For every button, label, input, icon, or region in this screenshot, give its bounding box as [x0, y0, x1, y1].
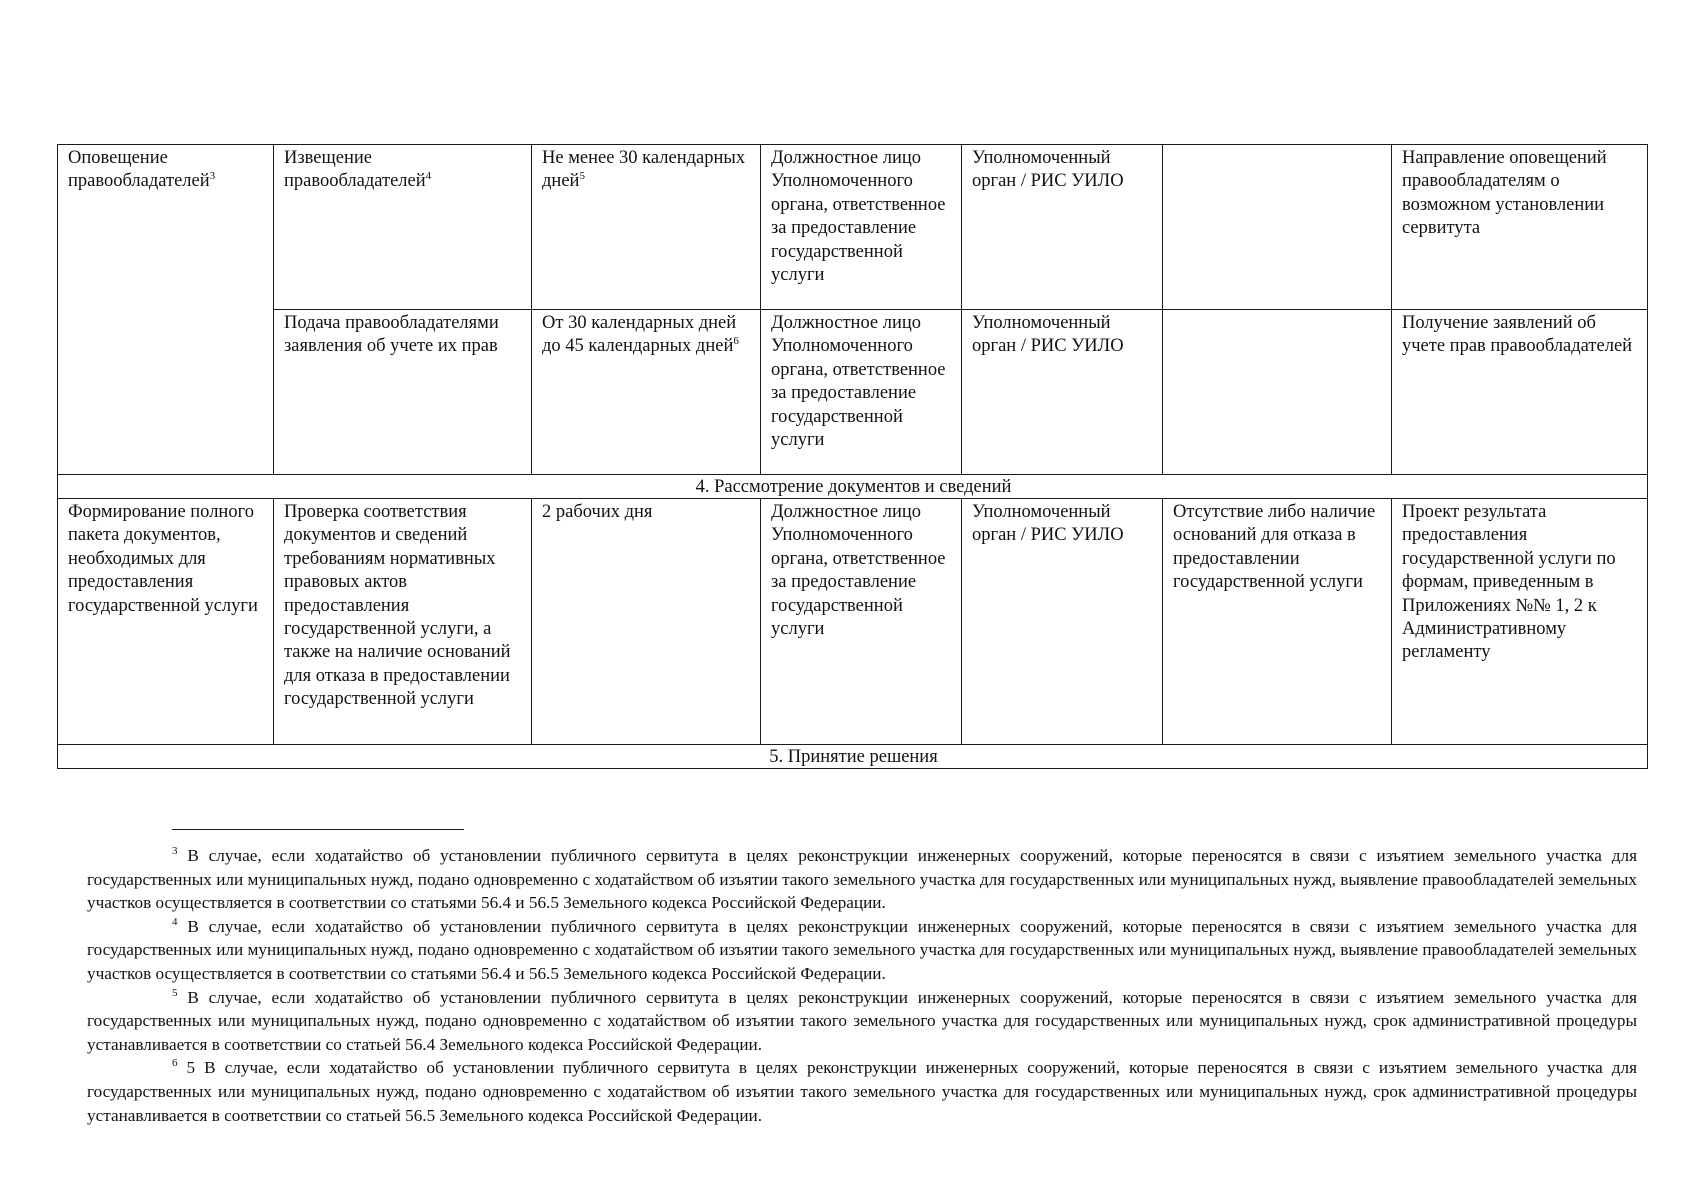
criteria-cell — [1163, 145, 1392, 310]
place-text: Уполномоченный орган / РИС УИЛО — [972, 313, 1124, 357]
result-cell — [1392, 145, 1648, 310]
footnote-text: В случае, если ходатайство об установлении публичного сервитута в целях реконструкции инженерных сооружений, которые переносятся в связи с изъятием земельного участка для государственных или муниципальных нужд, подано одновременно с ходатайством об изъятии такого земельного участка для государственных или муниципальных нужд, выявление правообладателей земельных участков осуществляется в соответствии со статьями 56.4 и 56.5 Земельного кодекса Российской Федерации. — [87, 916, 1637, 983]
action-text: Подача правообладателями заявления об учете их прав — [284, 313, 499, 357]
result-text: Проект результата предоставления государственной услуги по формам, приведенным в Приложениях №№ 1, 2 к Административному регламенту — [1402, 502, 1616, 663]
term-text: Не менее 30 календарных дней — [542, 148, 746, 192]
section-row — [58, 745, 1648, 769]
stage-cell — [58, 499, 274, 745]
table-row — [58, 499, 1648, 745]
place-cell — [962, 499, 1163, 745]
footnote-ref: 6 — [733, 335, 739, 348]
term-cell — [532, 499, 761, 745]
footnote-text: В случае, если ходатайство об установлении публичного сервитута в целях реконструкции инженерных сооружений, которые переносятся в связи с изъятием земельного участка для государственных или муниципальных нужд, подано одновременно с ходатайством об изъятии такого земельного участка для государственных или муниципальных нужд, выявление правообладателей земельных участков осуществляется в соответствии со статьями 56.4 и 56.5 Земельного кодекса Российской Федерации. — [87, 846, 1637, 913]
official-text: Должностное лицо Уполномоченного органа, ответственное за предоставление государственной услуги — [771, 502, 946, 640]
footnote-ref: 3 — [209, 170, 216, 183]
footnote — [87, 986, 1637, 1057]
official-cell — [761, 499, 962, 745]
official-cell — [761, 145, 962, 310]
procedure-table — [57, 144, 1648, 769]
action-cell — [274, 145, 532, 310]
footnote-mark: 4 — [172, 915, 178, 928]
official-cell — [761, 310, 962, 475]
footnote — [87, 844, 1637, 915]
result-cell — [1392, 499, 1648, 745]
result-text: Получение заявлений об учете прав правообладателей — [1402, 313, 1633, 357]
criteria-text: Отсутствие либо наличие оснований для отказа в предоставлении государственной услуги — [1173, 502, 1376, 593]
section-row — [58, 475, 1648, 499]
action-text: Проверка соответствия документов и сведений требованиям нормативных правовых актов предоставления государственной услуги, а также на наличие оснований для отказа в предоставлении государственной услуги — [284, 502, 511, 710]
footnote-text: 5 В случае, если ходатайство об установлении публичного сервитута в целях реконструкции инженерных сооружений, которые переносятся в связи с изъятием земельного участка для государственных или муниципальных нужд, подано одновременно с ходатайством об изъятии такого земельного участка для государственных или муниципальных нужд, срок административной процедуры устанавливается в соответствии со статьей 56.5 Земельного кодекса Российской Федерации. — [87, 1058, 1637, 1125]
result-cell — [1392, 310, 1648, 475]
footnote-mark: 5 — [172, 986, 178, 999]
official-text: Должностное лицо Уполномоченного органа, ответственное за предоставление государственной услуги — [771, 148, 946, 286]
action-cell — [274, 499, 532, 745]
footnote-ref: 4 — [425, 170, 432, 183]
place-text: Уполномоченный орган / РИС УИЛО — [972, 502, 1124, 546]
term-text: 2 рабочих дня — [542, 502, 653, 522]
place-text: Уполномоченный орган / РИС УИЛО — [972, 148, 1124, 192]
term-cell — [532, 310, 761, 475]
footnote — [87, 1056, 1637, 1127]
official-text: Должностное лицо Уполномоченного органа, ответственное за предоставление государственной услуги — [771, 313, 946, 451]
stage-cell — [58, 145, 274, 475]
stage-text: Формирование полного пакета документов, необходимых для предоставления государственной услуги — [68, 502, 258, 616]
place-cell — [962, 145, 1163, 310]
footnote-mark: 3 — [172, 845, 178, 857]
criteria-cell — [1163, 499, 1392, 745]
footnote-ref: 5 — [579, 170, 585, 183]
section-heading: 5. Принятие решения — [58, 745, 1648, 769]
term-cell — [532, 145, 761, 310]
action-cell — [274, 310, 532, 475]
footnotes — [87, 844, 1637, 1127]
footnote — [87, 915, 1637, 986]
section-heading: 4. Рассмотрение документов и сведений — [58, 475, 1648, 499]
place-cell — [962, 310, 1163, 475]
result-text: Направление оповещений правообладателям о возможном установлении сервитута — [1402, 148, 1607, 239]
footnote-mark: 6 — [172, 1057, 178, 1070]
footnote-text: В случае, если ходатайство об установлении публичного сервитута в целях реконструкции инженерных сооружений, которые переносятся в связи с изъятием земельного участка для государственных или муниципальных нужд, подано одновременно с ходатайством об изъятии такого земельного участка для государственных или муниципальных нужд, срок административной процедуры устанавливается в соответствии со статьей 56.4 Земельного кодекса Российской Федерации. — [87, 987, 1637, 1054]
footnote-separator — [172, 829, 464, 830]
table-row — [58, 310, 1648, 475]
stage-text: Оповещение правообладателей — [68, 148, 210, 192]
action-text: Извещение правообладателей — [284, 148, 426, 192]
criteria-cell — [1163, 310, 1392, 475]
table-row — [58, 145, 1648, 310]
term-text: От 30 календарных дней до 45 календарных дней — [542, 313, 737, 357]
